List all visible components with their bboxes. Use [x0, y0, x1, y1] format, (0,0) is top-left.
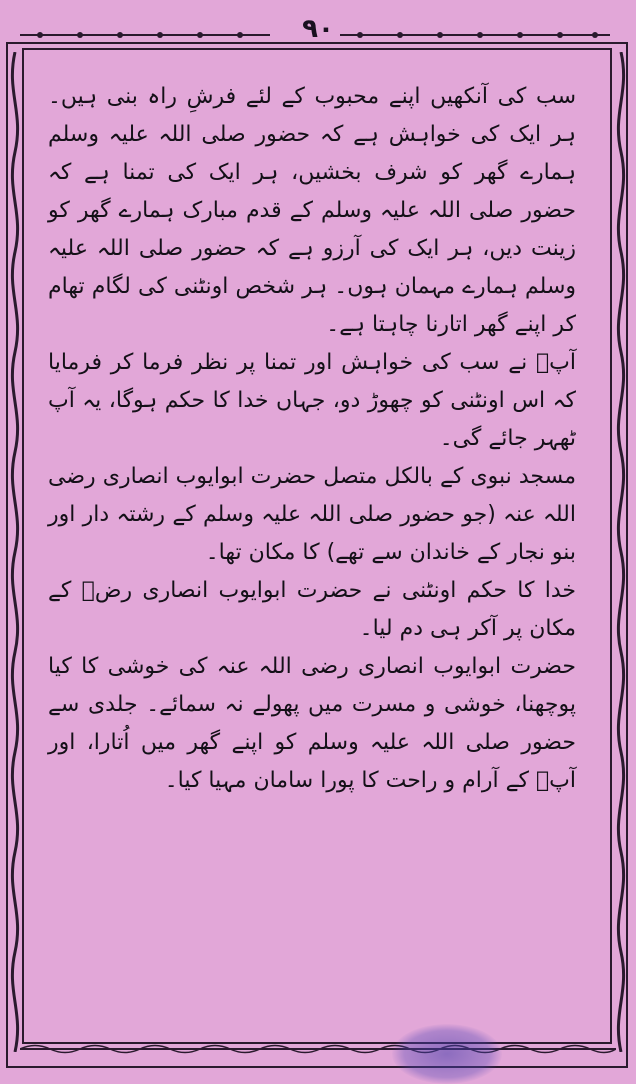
paragraph-2: آپؐ نے سب کی خواہش اور تمنا پر نظر فرما کر فرمایا کہ اس اونٹنی کو چھوڑ دو، جہاں خدا کا حکم ہوگا، یہ آپ ٹھہر جائے گی۔ — [48, 350, 576, 451]
paragraph-5: حضرت ابوایوب انصاری رضی اللہ عنہ کی خوشی کا کیا پوچھنا، خوشی و مسرت میں پھولے نہ سمائے۔ جلدی سے حضور صلی اللہ علیہ وسلم کو اپنے گھر میں اُتارا، اور آپؐ کے آرام و راحت کا پورا سامان مہیا کیا۔ — [48, 654, 576, 793]
bottom-ornament — [20, 1042, 616, 1056]
top-left-ornament — [20, 30, 270, 40]
top-right-ornament — [340, 30, 610, 40]
paragraph-3: مسجد نبوی کے بالکل متصل حضرت ابوایوب انصاری رضی اللہ عنہ (جو حضور صلی اللہ علیہ وسلم کے رشتہ دار اور بنو نجار کے خاندان سے تھے) کا مکان تھا۔ — [48, 464, 576, 565]
right-vine-ornament — [610, 52, 632, 1052]
library-stamp — [392, 1024, 502, 1084]
urdu-text-body — [48, 78, 576, 1028]
page-number: ۹۰ — [302, 14, 334, 44]
paragraph-1: سب کی آنکھیں اپنے محبوب کے لئے فرشِ راہ بنی ہیں۔ ہر ایک کی خواہش ہے کہ حضور صلی اللہ علیہ وسلم ہمارے گھر کو شرف بخشیں، ہر ایک کی تمنا ہے کہ حضور صلی اللہ علیہ وسلم کے قدم مبارک ہمارے گھر کو زینت دیں، ہر ایک کی آرزو ہے کہ حضور صلی اللہ علیہ وسلم ہمارے مہمان ہوں۔ ہر شخص اونٹنی کی لگام تھام کر اپنے گھر اتارنا چاہتا ہے۔ — [48, 84, 576, 337]
paragraph-4: خدا کا حکم اونٹنی نے حضرت ابوایوب انصاری رضؓ کے مکان پر آکر ہی دم لیا۔ — [48, 578, 576, 641]
